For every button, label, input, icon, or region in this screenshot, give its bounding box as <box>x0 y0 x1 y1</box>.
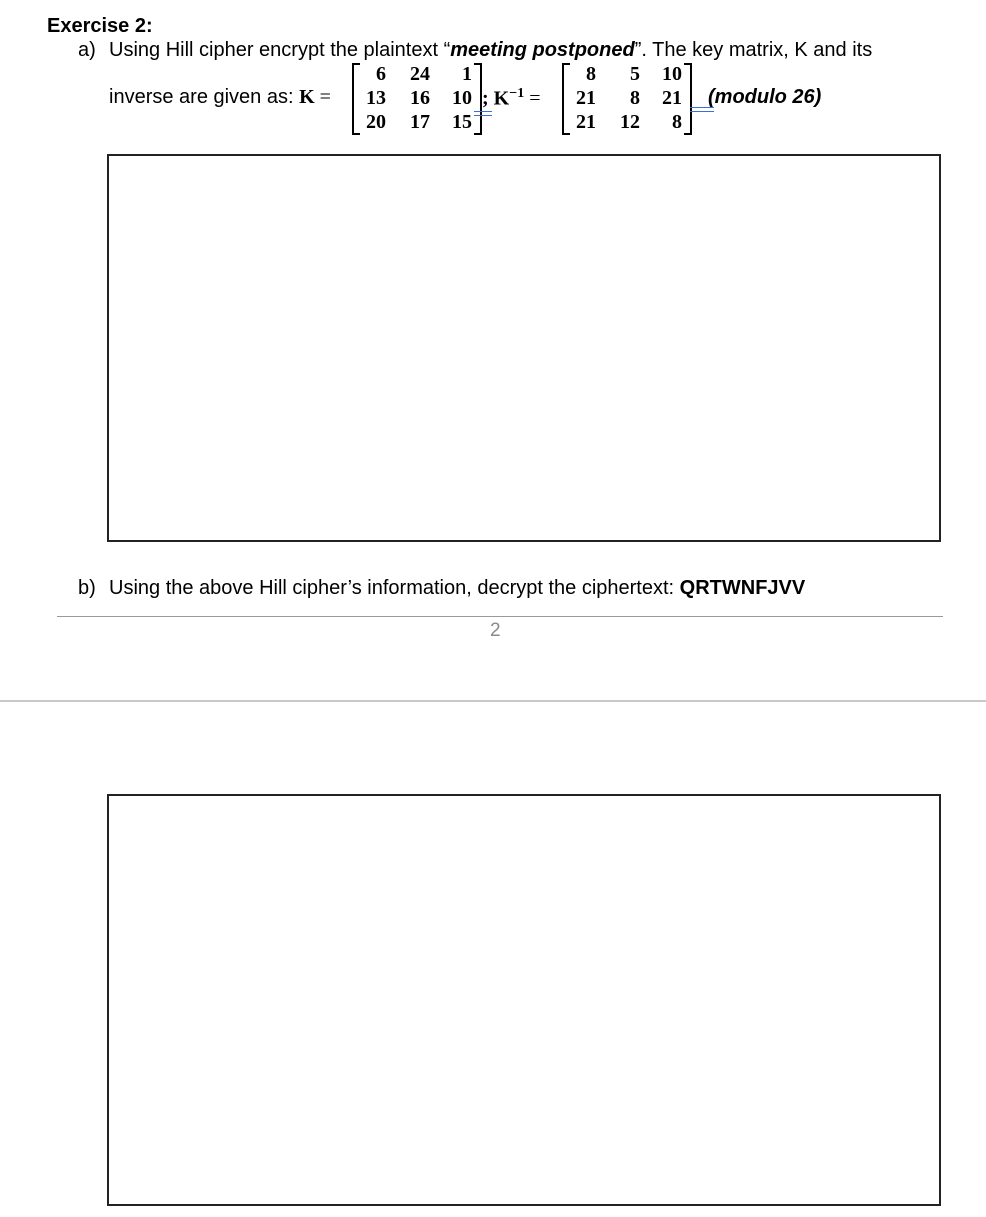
question-a-marker: a) <box>78 39 96 61</box>
footer-divider <box>57 616 943 617</box>
question-a-text-after: ”. The key matrix, K and its <box>634 39 873 61</box>
inverse-matrix-cell: 8 <box>586 63 596 85</box>
inverse-matrix-cell: 12 <box>620 111 640 133</box>
separator: ; <box>482 87 494 110</box>
key-equals: = <box>314 86 331 108</box>
inverse-label <box>482 86 541 111</box>
question-a-line1 <box>78 39 872 62</box>
question-a-text-before: Using Hill cipher encrypt the plaintext “ <box>109 39 451 61</box>
inverse-matrix-cell: 21 <box>576 87 596 109</box>
proofing-underline <box>474 111 492 112</box>
proofing-underline <box>474 115 492 116</box>
answer-box-a[interactable] <box>107 154 941 542</box>
key-matrix-cell: 1 <box>462 63 472 85</box>
key-matrix-cell: 16 <box>410 87 430 109</box>
inverse-matrix-cell: 8 <box>672 111 682 133</box>
key-matrix-cell: 10 <box>452 87 472 109</box>
inverse-equals: = <box>524 87 541 110</box>
question-b-line <box>78 577 805 600</box>
key-matrix-cell: 24 <box>410 63 430 85</box>
key-matrix-cell: 17 <box>410 111 430 133</box>
key-matrix-cell: 15 <box>452 111 472 133</box>
modulo-note: (modulo 26) <box>708 86 822 108</box>
ciphertext-value: QRTWNFJVV <box>679 577 806 599</box>
question-a-line2-text: inverse are given as: <box>109 86 300 108</box>
inverse-matrix-cell: 21 <box>662 87 682 109</box>
key-matrix-cell: 6 <box>376 63 386 85</box>
question-b-marker: b) <box>78 577 96 599</box>
answer-box-b[interactable] <box>107 794 941 1206</box>
inverse-matrix-cell: 10 <box>662 63 682 85</box>
key-symbol: K <box>299 86 315 108</box>
inverse-symbol: K <box>493 87 510 110</box>
exercise-heading: Exercise 2: <box>47 15 153 37</box>
page-number: 2 <box>490 620 501 641</box>
key-matrix <box>352 62 482 134</box>
page-break-divider <box>0 700 986 702</box>
inverse-matrix <box>562 62 692 134</box>
proofing-underline <box>690 111 714 112</box>
inverse-matrix-cell: 5 <box>630 63 640 85</box>
key-matrix-right-bracket <box>474 63 482 135</box>
key-matrix-cell: 13 <box>366 87 386 109</box>
inverse-matrix-right-bracket <box>684 63 692 135</box>
key-matrix-cell: 20 <box>366 111 386 133</box>
inverse-matrix-cell: 21 <box>576 111 596 133</box>
question-b-text: Using the above Hill cipher’s information, decrypt the ciphertext: <box>109 577 680 599</box>
inverse-exponent: −1 <box>509 86 525 101</box>
question-a-line2 <box>109 86 331 109</box>
inverse-matrix-cell: 8 <box>630 87 640 109</box>
plaintext-value: meeting postponed <box>450 39 635 61</box>
